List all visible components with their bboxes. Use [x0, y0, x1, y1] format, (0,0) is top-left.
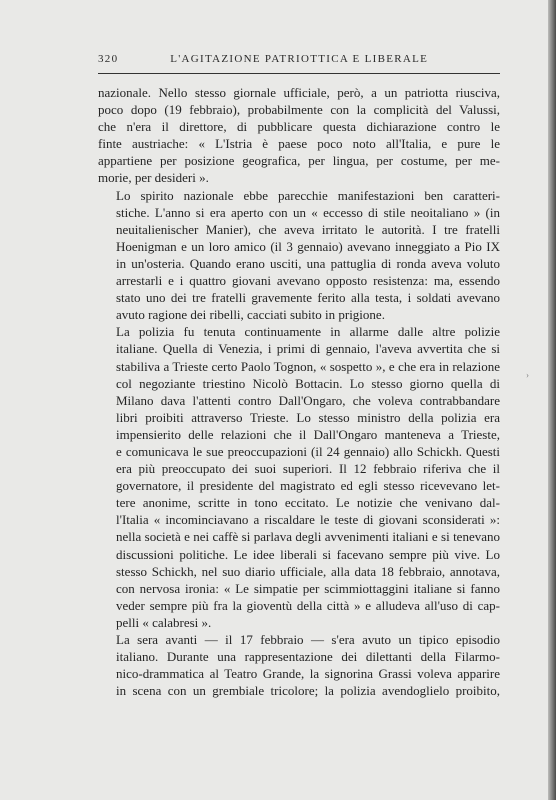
text-line: governatore, il presidente del magistrato ed egli stesso ricevevano let- — [116, 478, 500, 494]
text-line: stiche. L'anno si era aperto con un « eccesso di stile neoitaliano » (in — [116, 204, 500, 220]
text-line: morie, per desideri ». — [98, 170, 209, 186]
text-line: impensierito delle relazioni che il Dall'Ongaro manteneva a Trieste, — [116, 426, 500, 442]
text-line: La polizia fu tenuta continuamente in allarme dalle altre polizie — [116, 324, 500, 340]
text-line: veder sempre più fra la gioventù della città » e alludeva all'uso di cap- — [116, 597, 500, 613]
text-line: con nervosa ironia: « Le simpatie per scimmiottaggini italiane si fanno — [116, 580, 500, 596]
paragraph — [98, 187, 500, 324]
running-header — [98, 53, 500, 65]
text-line: italiano. Durante una rappresentazione dei dilettanti della Filarmo- — [116, 649, 500, 665]
text-line: che n'era il direttore, di pubblicare questa dichiarazione contro le — [98, 119, 500, 135]
text-line: stabiliva a Trieste certo Paolo Tognon, « sospetto », e che era in relazione — [116, 358, 500, 374]
text-line: pelli « calabresi ». — [116, 614, 212, 630]
text-line: e comunicava le sue preoccupazioni (il 24 gennaio) allo Schickh. Questi — [116, 443, 500, 459]
text-line: Lo spirito nazionale ebbe parecchie manifestazioni ben caratteri- — [116, 187, 500, 203]
body-text — [98, 84, 500, 699]
header-rule — [98, 73, 500, 74]
page-number: 320 — [98, 53, 119, 65]
text-line: discussioni politiche. Le idee liberali si facevano sempre più vive. Lo — [116, 546, 500, 562]
page-edge — [548, 0, 556, 800]
text-line: Milano dava l'attenti contro Dall'Ongaro, che voleva contrabbandare — [116, 392, 500, 408]
text-line: arrestarli e i quattro giovani avevano opposto resistenza: ma, essendo — [116, 273, 500, 289]
text-line: Hoenigman e un loro amico (il 3 gennaio) avevano inneggiato a Pio IX — [116, 238, 500, 254]
text-line: era più preoccupato dei suoi superiori. Il 12 febbraio riferiva che il — [116, 461, 500, 477]
text-line: neuitalienischer Manier), che aveva irritato le autorità. I tre fratelli — [116, 221, 500, 237]
text-line: l'Italia « incominciavano a riscaldare le teste di giovani sconsiderati »: — [116, 512, 500, 528]
text-line: stesso Schickh, nel suo diario ufficiale, alla data 18 febbraio, annotava, — [116, 563, 500, 579]
paragraph — [98, 323, 500, 631]
text-line: tere anonime, scritte in tono eccitato. Le notizie che venivano dal- — [116, 495, 500, 511]
text-line: nico-drammatica al Teatro Grande, la signorina Grassi voleva apparire — [116, 666, 500, 682]
text-line: stato uno dei tre fratelli gravemente ferito alla testa, i soldati avevano — [116, 290, 500, 306]
text-line: nella società e nei caffè si parlava degli avvenimenti italiani e si tenevano — [116, 529, 500, 545]
paragraph — [98, 631, 500, 699]
text-line: avuto ragione dei ribelli, cacciati subito in prigione. — [116, 307, 385, 323]
text-line: italiane. Quella di Venezia, i primi di gennaio, l'aveva avvertita che si — [116, 341, 500, 357]
text-line: La sera avanti — il 17 febbraio — s'era avuto un tipico episodio — [116, 632, 500, 647]
text-line: appartiene per posizione geografica, per lingua, per costume, per me- — [98, 153, 500, 169]
margin-mark: › — [526, 370, 529, 380]
text-line: in scena con un grembiale tricolore; la polizia avendoglielo proibito, — [116, 683, 500, 699]
text-line: libri proibiti attraverso Trieste. Lo stesso ministro della polizia era — [116, 409, 500, 425]
text-line: finte austriache: « L'Istria è paese poco noto all'Italia, e pure le — [98, 136, 500, 152]
text-line: col negoziante triestino Nicolò Bottacin. Lo stesso giorno quella di — [116, 375, 500, 391]
text-line: poco dopo (19 febbraio), probabilmente con la complicità del Valussi, — [98, 102, 500, 118]
text-line: nazionale. Nello stesso giornale ufficiale, però, a un patriotta riusciva, — [98, 85, 500, 100]
text-line: in un'osteria. Quando erano usciti, una pattuglia di ronda aveva voluto — [116, 255, 500, 271]
running-title: L'AGITAZIONE PATRIOTTICA E LIBERALE — [170, 53, 429, 65]
paragraph — [98, 84, 500, 187]
